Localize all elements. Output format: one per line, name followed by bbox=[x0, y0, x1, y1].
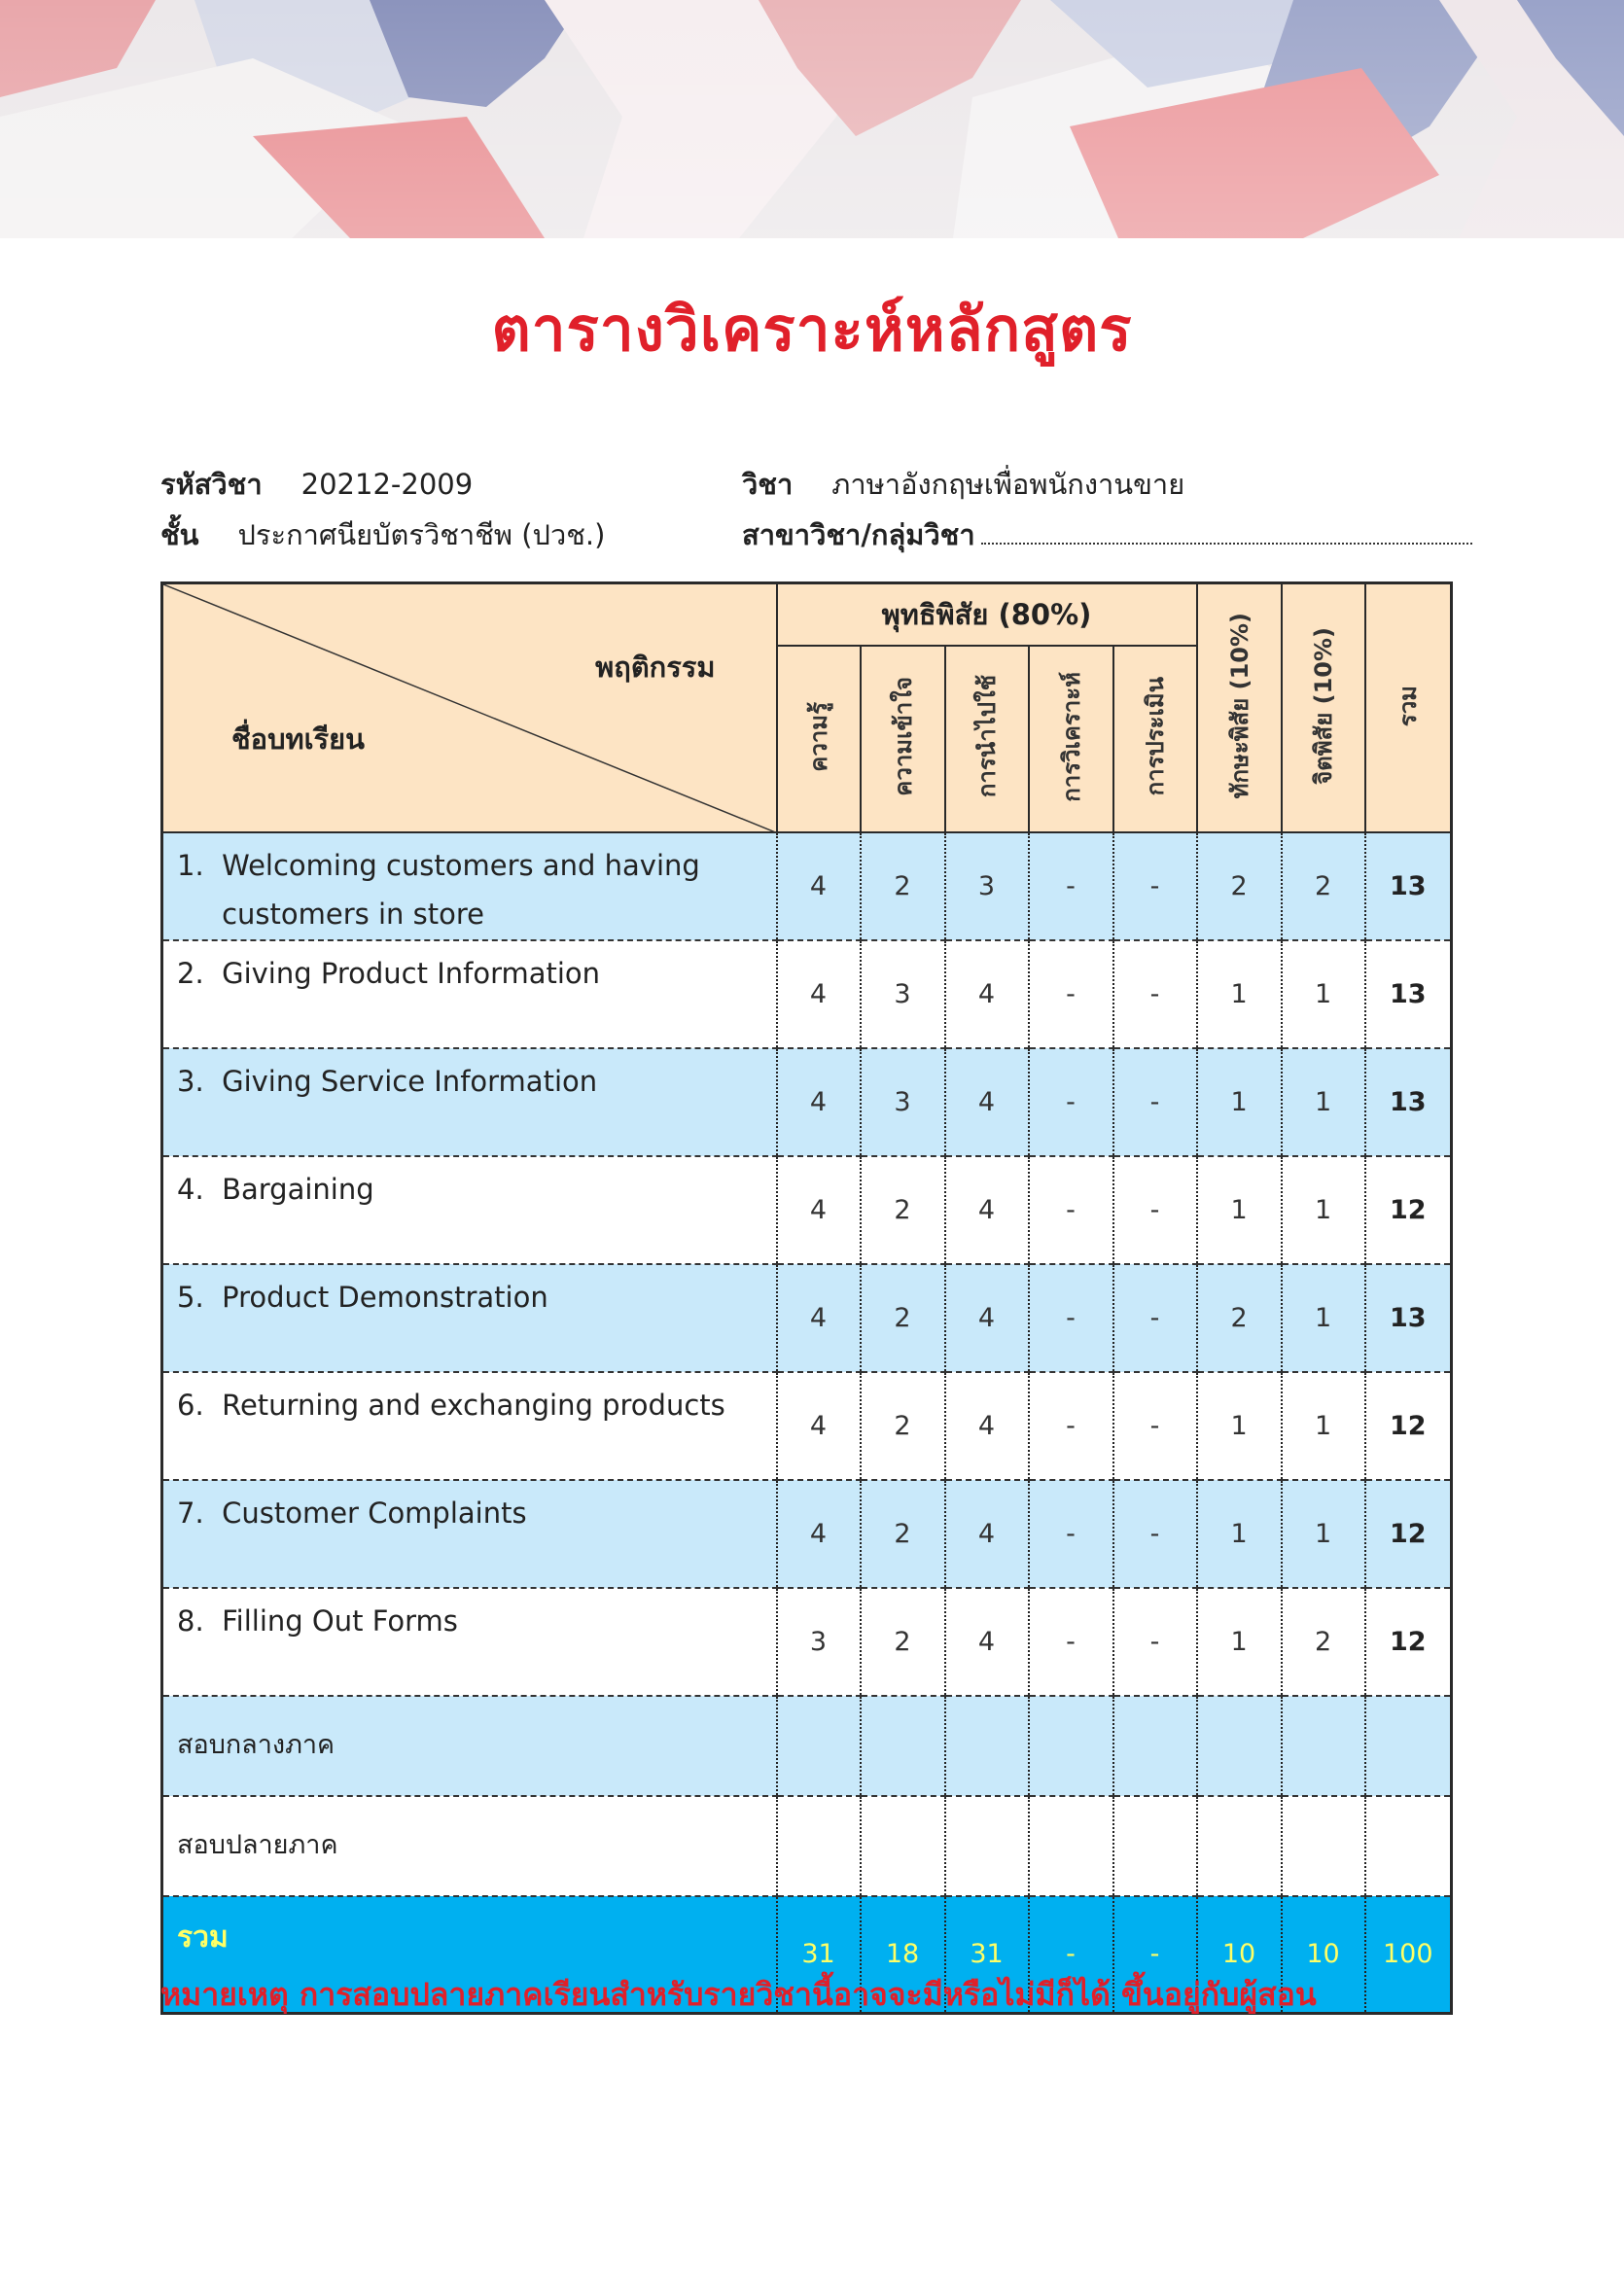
table-row bbox=[162, 1480, 1452, 1588]
score-cell: 3 bbox=[861, 940, 945, 1048]
subheader-knowledge bbox=[777, 646, 861, 832]
score-cell bbox=[1029, 1796, 1113, 1896]
lesson-name-cell bbox=[162, 1588, 777, 1696]
diagonal-line bbox=[163, 584, 778, 833]
lesson-name-cell bbox=[162, 832, 777, 940]
sum-cell: 10 bbox=[1197, 1896, 1282, 2014]
row-total-cell: 13 bbox=[1365, 1048, 1452, 1156]
score-cell: 2 bbox=[861, 832, 945, 940]
sum-cell: 100 bbox=[1365, 1896, 1452, 2014]
row-total-cell: 12 bbox=[1365, 1480, 1452, 1588]
psychomotor-header-label: ทักษะพิสัย (10%) bbox=[1225, 613, 1253, 799]
lesson-name-cell bbox=[162, 1796, 777, 1896]
lesson-name: 6. Returning and exchanging products bbox=[177, 1388, 725, 1422]
corner-bottom-label: ชื่อบทเรียน bbox=[231, 722, 365, 756]
subheader-application-label: การนำไปใช้ bbox=[973, 675, 1001, 798]
score-cell: 2 bbox=[1282, 832, 1365, 940]
corner-header-cell bbox=[162, 583, 777, 832]
subject-value: ภาษาอังกฤษเพื่อพนักงานขาย bbox=[831, 468, 1185, 501]
subject-label: วิชา bbox=[742, 468, 794, 501]
row-total-cell: 12 bbox=[1365, 1588, 1452, 1696]
sum-cell: - bbox=[1113, 1896, 1197, 2014]
subheader-knowledge-label: ความรู้ bbox=[805, 701, 832, 772]
department-blank bbox=[981, 521, 1472, 545]
subheader-analysis bbox=[1029, 646, 1113, 832]
score-cell: - bbox=[1029, 832, 1113, 940]
subheader-evaluation-label: การประเมิน bbox=[1142, 677, 1170, 796]
level-label: ชั้น bbox=[160, 518, 199, 551]
score-cell: 1 bbox=[1282, 1372, 1365, 1480]
score-cell: 4 bbox=[945, 1264, 1029, 1372]
score-cell: 2 bbox=[861, 1588, 945, 1696]
lesson-name-cell bbox=[162, 1264, 777, 1372]
score-cell: 1 bbox=[1282, 940, 1365, 1048]
subheader-application bbox=[945, 646, 1029, 832]
lesson-name-cell bbox=[162, 940, 777, 1048]
score-cell bbox=[1282, 1696, 1365, 1796]
row-total-cell bbox=[1365, 1696, 1452, 1796]
score-cell bbox=[777, 1796, 861, 1896]
score-cell: 4 bbox=[945, 1588, 1029, 1696]
row-total-cell: 13 bbox=[1365, 832, 1452, 940]
subheader-analysis-label: การวิเคราะห์ bbox=[1057, 671, 1085, 802]
lesson-name-cell bbox=[162, 1696, 777, 1796]
score-cell: 1 bbox=[1282, 1156, 1365, 1264]
score-cell: - bbox=[1113, 1264, 1197, 1372]
score-cell: 4 bbox=[945, 1372, 1029, 1480]
sum-cell: 31 bbox=[777, 1896, 861, 2014]
table-row bbox=[162, 1796, 1452, 1896]
lesson-name-continued: customers in store bbox=[177, 897, 484, 931]
score-cell: 1 bbox=[1197, 1048, 1282, 1156]
score-cell: 1 bbox=[1197, 1156, 1282, 1264]
score-cell: - bbox=[1029, 940, 1113, 1048]
table-row bbox=[162, 1048, 1452, 1156]
score-cell: 1 bbox=[1197, 940, 1282, 1048]
score-cell bbox=[945, 1796, 1029, 1896]
total-header bbox=[1365, 583, 1452, 832]
subheader-comprehension bbox=[861, 646, 945, 832]
score-cell: 2 bbox=[861, 1156, 945, 1264]
lesson-name-cell bbox=[162, 1048, 777, 1156]
lesson-name-cell bbox=[162, 1480, 777, 1588]
lesson-name: 5. Product Demonstration bbox=[177, 1280, 548, 1314]
score-cell: 1 bbox=[1282, 1264, 1365, 1372]
lesson-name: 3. Giving Service Information bbox=[177, 1064, 598, 1098]
score-cell: - bbox=[1113, 1156, 1197, 1264]
score-cell: 4 bbox=[777, 1156, 861, 1264]
flag-banner-image bbox=[0, 0, 1624, 238]
subheader-evaluation bbox=[1113, 646, 1197, 832]
lesson-name-cell bbox=[162, 1156, 777, 1264]
score-cell: - bbox=[1113, 1048, 1197, 1156]
sum-label: รวม bbox=[162, 1896, 777, 2014]
lesson-name: 2. Giving Product Information bbox=[177, 956, 601, 990]
total-header-label: รวม bbox=[1395, 685, 1423, 726]
cognitive-header: พุทธิพิสัย (80%) bbox=[777, 583, 1197, 646]
curriculum-analysis-table bbox=[160, 581, 1450, 1969]
score-cell: 3 bbox=[861, 1048, 945, 1156]
score-cell: 1 bbox=[1282, 1048, 1365, 1156]
score-cell: - bbox=[1029, 1372, 1113, 1480]
score-cell bbox=[777, 1696, 861, 1796]
score-cell: 4 bbox=[945, 1156, 1029, 1264]
corner-top-label: พฤติกรรม bbox=[595, 651, 716, 684]
score-cell bbox=[1113, 1696, 1197, 1796]
lesson-name-cell bbox=[162, 1372, 777, 1480]
table-row bbox=[162, 1696, 1452, 1796]
score-cell bbox=[1197, 1796, 1282, 1896]
footnote: หมายเหตุ การสอบปลายภาคเรียนสำหรับรายวิชานี้อาจจะมีหรือไม่มีก็ได้ ขึ้นอยู่กับผู้สอน bbox=[160, 1976, 1317, 2013]
row-total-cell: 12 bbox=[1365, 1372, 1452, 1480]
score-cell: 2 bbox=[1197, 832, 1282, 940]
page-title: ตารางวิเคราะห์หลักสูตร bbox=[491, 294, 1133, 365]
score-cell bbox=[1282, 1796, 1365, 1896]
score-cell: 4 bbox=[777, 940, 861, 1048]
score-cell: 4 bbox=[945, 1480, 1029, 1588]
score-cell: - bbox=[1029, 1048, 1113, 1156]
score-cell: 2 bbox=[861, 1372, 945, 1480]
sum-cell: 18 bbox=[861, 1896, 945, 2014]
score-cell: 1 bbox=[1197, 1480, 1282, 1588]
score-cell: - bbox=[1113, 940, 1197, 1048]
score-cell: 4 bbox=[777, 1264, 861, 1372]
sum-cell: - bbox=[1029, 1896, 1113, 2014]
score-cell: 1 bbox=[1282, 1480, 1365, 1588]
lesson-name: 8. Filling Out Forms bbox=[177, 1603, 458, 1638]
score-cell: 4 bbox=[777, 1480, 861, 1588]
score-cell bbox=[1029, 1696, 1113, 1796]
row-total-cell: 13 bbox=[1365, 940, 1452, 1048]
course-code-line bbox=[160, 462, 473, 507]
score-cell: 4 bbox=[777, 1372, 861, 1480]
score-cell: 2 bbox=[1197, 1264, 1282, 1372]
score-cell bbox=[861, 1796, 945, 1896]
score-cell: 2 bbox=[861, 1480, 945, 1588]
table-row bbox=[162, 1588, 1452, 1696]
score-cell bbox=[1197, 1696, 1282, 1796]
table-row bbox=[162, 1372, 1452, 1480]
course-code-value: 20212-2009 bbox=[300, 468, 474, 501]
row-total-cell bbox=[1365, 1796, 1452, 1896]
score-cell: 1 bbox=[1197, 1372, 1282, 1480]
score-cell: 4 bbox=[945, 1048, 1029, 1156]
score-cell: - bbox=[1113, 1588, 1197, 1696]
score-cell: 2 bbox=[1282, 1588, 1365, 1696]
score-cell: 4 bbox=[777, 1048, 861, 1156]
score-cell bbox=[1113, 1796, 1197, 1896]
score-cell: - bbox=[1113, 1372, 1197, 1480]
score-cell: - bbox=[1029, 1588, 1113, 1696]
subject-line bbox=[742, 462, 1184, 507]
course-code-label: รหัสวิชา bbox=[160, 468, 263, 501]
lesson-name: 4. Bargaining bbox=[177, 1172, 374, 1206]
score-cell: - bbox=[1113, 832, 1197, 940]
score-cell bbox=[861, 1696, 945, 1796]
score-cell: 4 bbox=[945, 940, 1029, 1048]
table-row bbox=[162, 940, 1452, 1048]
row-total-cell: 12 bbox=[1365, 1156, 1452, 1264]
union-flag-graphic bbox=[0, 0, 1624, 238]
psychomotor-header bbox=[1197, 583, 1282, 832]
score-cell: 1 bbox=[1197, 1588, 1282, 1696]
level-value: ประกาศนียบัตรวิชาชีพ (ปวช.) bbox=[237, 518, 606, 551]
affective-header bbox=[1282, 583, 1365, 832]
lesson-name: สอบปลายภาค bbox=[177, 1830, 338, 1860]
lesson-name: สอบกลางภาค bbox=[177, 1730, 335, 1760]
department-line bbox=[742, 512, 1472, 557]
row-total-cell: 13 bbox=[1365, 1264, 1452, 1372]
score-cell: - bbox=[1029, 1480, 1113, 1588]
affective-header-label: จิตพิสัย (10%) bbox=[1310, 626, 1338, 785]
score-cell: 4 bbox=[777, 832, 861, 940]
sum-cell: 10 bbox=[1282, 1896, 1365, 2014]
score-cell: - bbox=[1113, 1480, 1197, 1588]
level-line bbox=[160, 512, 605, 557]
table-row bbox=[162, 832, 1452, 940]
department-label: สาขาวิชา/กลุ่มวิชา bbox=[742, 518, 975, 551]
score-cell: - bbox=[1029, 1156, 1113, 1264]
score-cell: - bbox=[1029, 1264, 1113, 1372]
score-cell: 2 bbox=[861, 1264, 945, 1372]
lesson-name: 1. Welcoming customers and having bbox=[177, 848, 700, 882]
score-cell: 3 bbox=[777, 1588, 861, 1696]
lesson-name: 7. Customer Complaints bbox=[177, 1496, 527, 1530]
subheader-comprehension-label: ความเข้าใจ bbox=[889, 677, 917, 796]
score-cell: 3 bbox=[945, 832, 1029, 940]
score-cell bbox=[945, 1696, 1029, 1796]
table-row bbox=[162, 1156, 1452, 1264]
sum-cell: 31 bbox=[945, 1896, 1029, 2014]
table-row bbox=[162, 1264, 1452, 1372]
